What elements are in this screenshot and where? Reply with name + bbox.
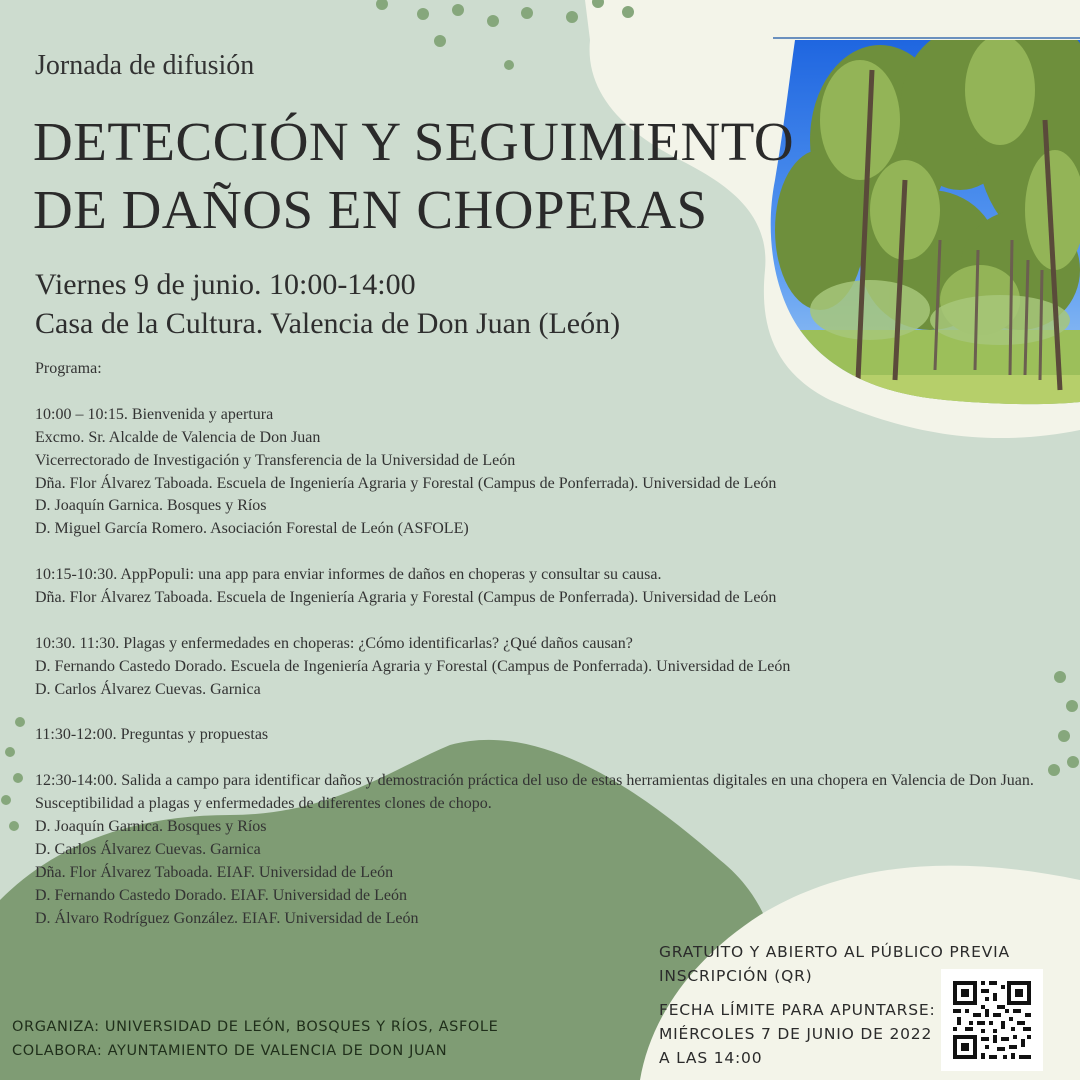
program-spacer [35,610,1045,633]
registration-deadline-text: FECHA LÍMITE PARA APUNTARSE: MIÉRCOLES 7 DE JUNIO DE 2022 A LAS 14:00 [659,1001,936,1067]
program-spacer [35,541,1045,564]
program-line: D. Fernando Castedo Dorado. Escuela de Ingeniería Agraria y Forestal (Campus de Ponferrada). Universidad de León [35,657,791,675]
program-line: Vicerrectorado de Investigación y Transferencia de la Universidad de León [35,451,516,469]
program-line: D. Joaquín Garnica. Bosques y Ríos [35,818,267,836]
event-date-time: Viernes 9 de junio. 10:00-14:00 [35,268,416,301]
title-line-2: DE DAÑOS EN CHOPERAS [33,179,708,240]
program-line: 10:15-10:30. AppPopuli: una app para enviar informes de daños en choperas y consultar su causa. [35,566,662,584]
program-line: Dña. Flor Álvarez Taboada. Escuela de Ingeniería Agraria y Forestal (Campus de Ponferrada). Universidad de León [35,589,777,607]
program-line: 10:30. 11:30. Plagas y enfermedades en choperas: ¿Cómo identificarlas? ¿Qué daños causan? [35,634,633,652]
event-subtitle: Jornada de difusión [35,50,255,81]
program-line: D. Miguel García Romero. Asociación Forestal de León (ASFOLE) [35,520,469,538]
program-spacer [35,747,1045,770]
event-title [33,108,794,244]
program-line: Excmo. Sr. Alcalde de Valencia de Don Juan [35,428,321,446]
footer-credits [12,1015,498,1063]
footer-organiza: ORGANIZA: UNIVERSIDAD DE LEÓN, BOSQUES Y RÍOS, ASFOLE [12,1019,499,1035]
program-heading: Programa: [35,360,102,377]
event-place: Casa de la Cultura. Valencia de Don Juan (León) [35,307,621,340]
title-line-1: DETECCIÓN Y SEGUIMIENTO [33,111,795,172]
program-line: D. Fernando Castedo Dorado. EIAF. Universidad de León [35,886,407,904]
program-line: Dña. Flor Álvarez Taboada. EIAF. Universidad de León [35,863,394,881]
program-line: 11:30-12:00. Preguntas y propuestas [35,726,269,744]
program-line: Dña. Flor Álvarez Taboada. Escuela de Ingeniería Agraria y Forestal (Campus de Ponferrada). Universidad de León [35,474,777,492]
program-spacer [35,702,1045,725]
program-line: D. Carlos Álvarez Cuevas. Garnica [35,680,261,698]
decorative-dots-right [1048,671,1079,776]
event-when-where [35,265,620,343]
program-section [35,358,1045,931]
program-line: D. Carlos Álvarez Cuevas. Garnica [35,840,261,858]
program-line: 12:30-14:00. Salida a campo para identificar daños y demostración práctica del uso de estas herramientas digitales en una chopera en Valencia de Don Juan. Susceptibilidad a plagas y enfermedades de diferentes clones de chopo. [35,772,1034,813]
footer-colabora: COLABORA: AYUNTAMIENTO DE VALENCIA DE DON JUAN [12,1043,448,1059]
decorative-dots-left [1,717,25,831]
program-line: D. Álvaro Rodríguez González. EIAF. Universidad de León [35,909,419,927]
program-spacer [35,381,1045,404]
registration-qr-code[interactable] [941,969,1043,1071]
program-line: D. Joaquín Garnica. Bosques y Ríos [35,497,267,515]
program-line: 10:00 – 10:15. Bienvenida y apertura [35,405,274,423]
registration-free-text: GRATUITO Y ABIERTO AL PÚBLICO PREVIA INSCRIPCIÓN (QR) [659,943,1010,985]
